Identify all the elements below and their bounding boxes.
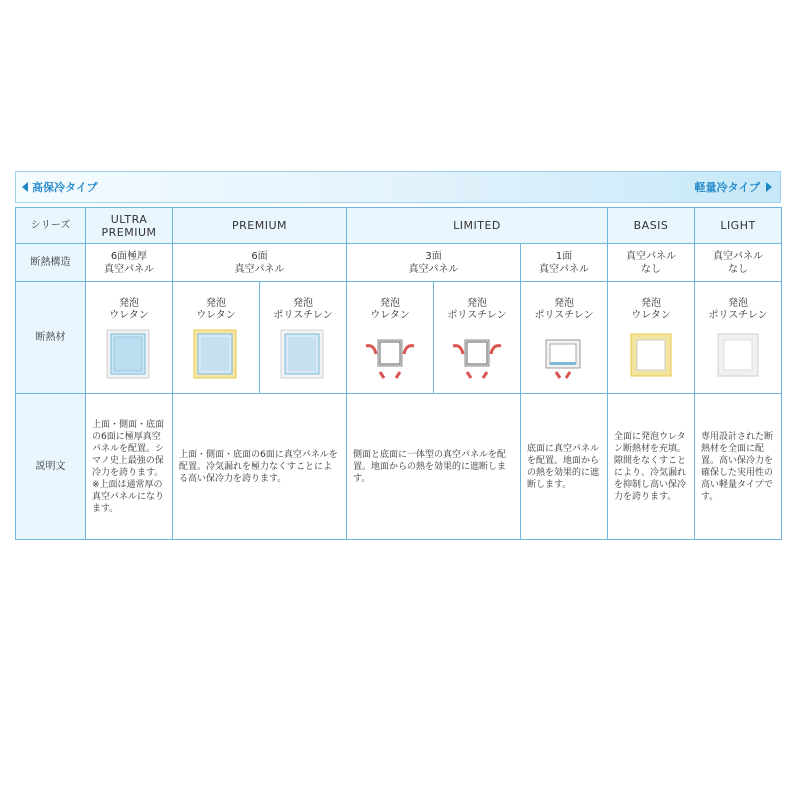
structure-row <box>16 244 782 282</box>
description-ultra-premium: 上面・側面・底面の6面に極厚真空パネルを配置。シマノ史上最強の保冷力を誇ります。※上面は通常厚の真空パネルになります。 <box>86 394 173 540</box>
light-type-link[interactable] <box>695 179 772 195</box>
row-label-material: 断熱材 <box>16 282 86 394</box>
material-limited-1-polystyrene <box>521 282 608 394</box>
description-light: 専用設計された断熱材を全面に配置。高い保冷力を確保した実用性の高い軽量タイプです。 <box>695 394 782 540</box>
high-insulation-link[interactable] <box>22 179 97 195</box>
light-box-icon <box>710 326 766 382</box>
banner <box>15 171 781 203</box>
material-premium-polystyrene <box>260 282 347 394</box>
material-limited-urethane <box>347 282 434 394</box>
material-ultra-premium <box>86 282 173 394</box>
material-label: 発泡 ウレタン <box>109 297 149 321</box>
series-light: LIGHT <box>695 208 782 244</box>
material-basis <box>608 282 695 394</box>
arrow-left-icon <box>22 182 28 192</box>
structure-limited-3: 3面 真空パネル <box>347 244 521 282</box>
series-premium: PREMIUM <box>173 208 347 244</box>
material-label: 発泡 ウレタン <box>631 297 671 321</box>
description-basis: 全面に発泡ウレタン断熱材を充填。隙間をなくすことにより、冷気漏れを抑制し高い保冷力を誇ります。 <box>608 394 695 540</box>
material-label: 発泡 ポリスチレン <box>447 297 507 321</box>
banner-left-label: 高保冷タイプ <box>32 181 98 194</box>
row-label-structure: 断熱構造 <box>16 244 86 282</box>
banner-right-label: 軽量冷タイプ <box>694 181 760 194</box>
description-premium: 上面・側面・底面の6面に真空パネルを配置。冷気漏れを極力なくすことによる高い保冷力を誇ります。 <box>173 394 347 540</box>
description-row <box>16 394 782 540</box>
material-label: 発泡 ウレタン <box>196 297 236 321</box>
material-label: 発泡 ポリスチレン <box>534 297 594 321</box>
description-limited: 側面と底面に一体型の真空パネルを配置。地面からの熱を効果的に遮断します。 <box>347 394 521 540</box>
series-ultra-premium <box>86 208 173 244</box>
arrow-right-icon <box>766 182 772 192</box>
series-row <box>16 208 782 244</box>
series-ultra-premium-label: ULTRA PREMIUM <box>101 212 157 239</box>
material-row <box>16 282 782 394</box>
material-label: 発泡 ポリスチレン <box>708 297 768 321</box>
basis-box-icon <box>623 326 679 382</box>
vacuum-box-icon <box>101 326 157 382</box>
series-limited: LIMITED <box>347 208 608 244</box>
material-limited-polystyrene <box>434 282 521 394</box>
material-premium-urethane <box>173 282 260 394</box>
row-label-series: シリーズ <box>16 208 86 244</box>
description-limited-1: 底面に真空パネルを配置。地面からの熱を効果的に遮断します。 <box>521 394 608 540</box>
polystyrene-box-icon <box>275 326 331 382</box>
limited-urethane-diagram-icon <box>360 326 420 382</box>
limited-1-diagram-icon <box>534 326 594 382</box>
material-light <box>695 282 782 394</box>
structure-limited-1: 1面 真空パネル <box>521 244 608 282</box>
series-basis: BASIS <box>608 208 695 244</box>
structure-light: 真空パネル なし <box>695 244 782 282</box>
structure-ultra-premium: 6面極厚 真空パネル <box>86 244 173 282</box>
limited-polystyrene-diagram-icon <box>447 326 507 382</box>
comparison-table <box>15 207 782 540</box>
material-label: 発泡 ウレタン <box>370 297 410 321</box>
row-label-description: 説明文 <box>16 394 86 540</box>
structure-premium: 6面 真空パネル <box>173 244 347 282</box>
comparison-panel <box>15 171 781 542</box>
urethane-box-icon <box>188 326 244 382</box>
material-label: 発泡 ポリスチレン <box>273 297 333 321</box>
structure-basis: 真空パネル なし <box>608 244 695 282</box>
